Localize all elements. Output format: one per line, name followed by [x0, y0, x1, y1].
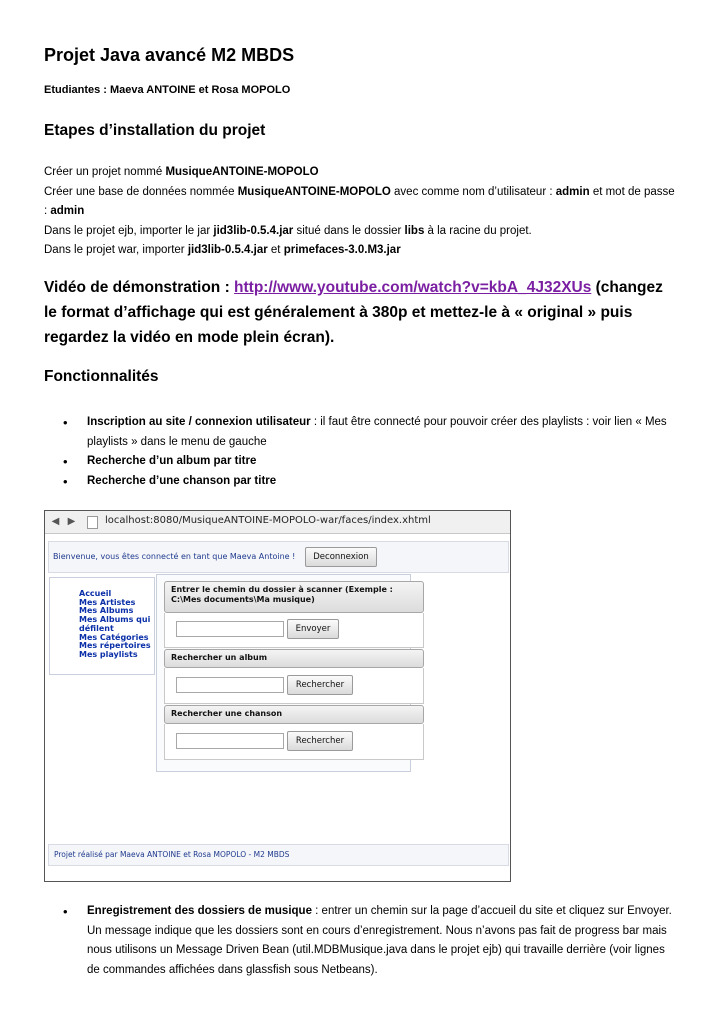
scan-panel-header	[164, 581, 424, 613]
step-text: Créer une base de données nommée	[44, 185, 238, 198]
footer-text: Projet réalisé par Maeva ANTOINE et Rosa MOPOLO - M2 MBDS	[54, 850, 290, 859]
side-menu	[49, 577, 155, 675]
step-bold: MusiqueANTOINE-MOPOLO	[165, 166, 319, 178]
menu-item-accueil[interactable]: Accueil	[79, 589, 112, 598]
step-bold: admin	[555, 185, 590, 198]
forward-icon[interactable]: ▶	[67, 516, 76, 527]
step-1	[44, 163, 680, 183]
step-bold: jid3lib-0.5.4.jar	[187, 244, 268, 256]
video-suffix: (changez le format d’affichage qui est généralement à 380p et mettez-le à « original » puis regardez la vidéo en mode plein écran).	[44, 279, 663, 346]
send-button[interactable]: Envoyer	[287, 619, 339, 639]
step-bold: admin	[50, 205, 85, 217]
album-search-input[interactable]	[176, 677, 284, 693]
list-item	[44, 902, 680, 980]
step-text: situé dans le dossier	[293, 224, 405, 237]
step-3	[44, 222, 680, 242]
video-prefix: Vidéo de démonstration :	[44, 279, 235, 296]
step-4	[44, 241, 680, 261]
welcome-text: Bienvenue, vous êtes connecté en tant que Maeva Antoine !	[53, 552, 296, 561]
step-text: Dans le projet ejb, importer le jar	[44, 224, 214, 237]
song-search-button[interactable]: Rechercher	[287, 731, 353, 751]
back-icon[interactable]: ◀	[51, 516, 60, 527]
album-panel-header: Rechercher un album	[164, 649, 424, 668]
video-link[interactable]: http://www.youtube.com/watch?v=kbA_4J32XUs	[234, 279, 592, 296]
scan-title-line: C:\Mes documents\Ma musique)	[171, 595, 315, 604]
feature-title: Recherche d’une chanson par titre	[87, 474, 277, 487]
menu-item-playlists[interactable]: Mes playlists	[79, 649, 138, 659]
feature-text: : entrer un chemin sur la page d’accueil du site et cliquez sur Envoyer. Un message indique que les dossiers sont en cours d’enregistrement. Nous n’avons pas fait de progress bar mais nous utilisons un Message Driven Bean (util.MDBMusique.java dans le projet ejb) qui travaille derrière (voir lignes de commandes affichées dans glassfish sous Netbeans).	[87, 905, 672, 976]
feature-text: : il faut être connecté pour pouvoir créer des playlists : voir lien « Mes playlists » dans le menu de gauche	[87, 416, 667, 448]
step-text: avec comme nom d’utilisateur :	[390, 185, 556, 198]
menu-item-albums-defilent[interactable]: Mes Albums qui	[79, 615, 151, 625]
logout-button[interactable]: Deconnexion	[305, 547, 377, 567]
url-text[interactable]: localhost:8080/MusiqueANTOINE-MOPOLO-war/faces/index.xhtml	[105, 515, 431, 526]
step-text: à la racine du projet.	[424, 224, 532, 237]
menu-item-albums-defilent-2[interactable]: défilent	[79, 623, 114, 633]
scan-title-line: Entrer le chemin du dossier à scanner (Exemple :	[171, 585, 393, 594]
browser-screenshot	[44, 510, 511, 882]
menu-item-categories[interactable]: Mes Catégories	[79, 632, 149, 642]
list-item	[44, 413, 680, 452]
step-bold: jid3lib-0.5.4.jar	[213, 224, 294, 237]
video-paragraph	[44, 275, 680, 350]
album-search-button[interactable]: Rechercher	[287, 675, 353, 695]
step-text: et	[267, 244, 284, 256]
song-panel-header: Rechercher une chanson	[164, 705, 424, 724]
page-title: Projet Java avancé M2 MBDS	[44, 45, 295, 65]
menu-item-albums[interactable]: Mes Albums	[79, 606, 134, 616]
song-search-input[interactable]	[176, 733, 284, 749]
step-bold: libs	[404, 224, 425, 237]
scan-path-input[interactable]	[176, 621, 284, 637]
page-icon	[87, 516, 98, 529]
menu-item-repertoires[interactable]: Mes répertoires	[79, 641, 151, 651]
list-item	[44, 472, 680, 492]
students-line: Etudiantes : Maeva ANTOINE et Rosa MOPOLO	[44, 84, 291, 96]
install-steps	[44, 163, 680, 261]
menu-item-artistes[interactable]: Mes Artistes	[79, 597, 136, 607]
install-heading: Etapes d’installation du projet	[44, 122, 266, 139]
step-text: Dans le projet war, importer	[44, 244, 188, 256]
welcome-bar	[48, 541, 509, 573]
step-bold: MusiqueANTOINE-MOPOLO	[237, 185, 391, 198]
feature-title: Recherche d’un album par titre	[87, 455, 257, 467]
browser-address-bar	[45, 511, 510, 534]
feature-title: Inscription au site / connexion utilisateur	[87, 416, 311, 428]
features-list-continued	[44, 902, 680, 980]
list-item	[44, 452, 680, 472]
step-text: Créer un projet nommé	[44, 166, 166, 178]
site-footer	[48, 844, 509, 866]
features-list	[44, 413, 680, 491]
features-heading: Fonctionnalités	[44, 368, 159, 385]
step-bold: primefaces-3.0.M3.jar	[283, 244, 401, 256]
step-text: et mot de passe :	[44, 185, 675, 217]
step-2	[44, 183, 680, 222]
feature-title: Enregistrement des dossiers de musique	[87, 905, 312, 917]
